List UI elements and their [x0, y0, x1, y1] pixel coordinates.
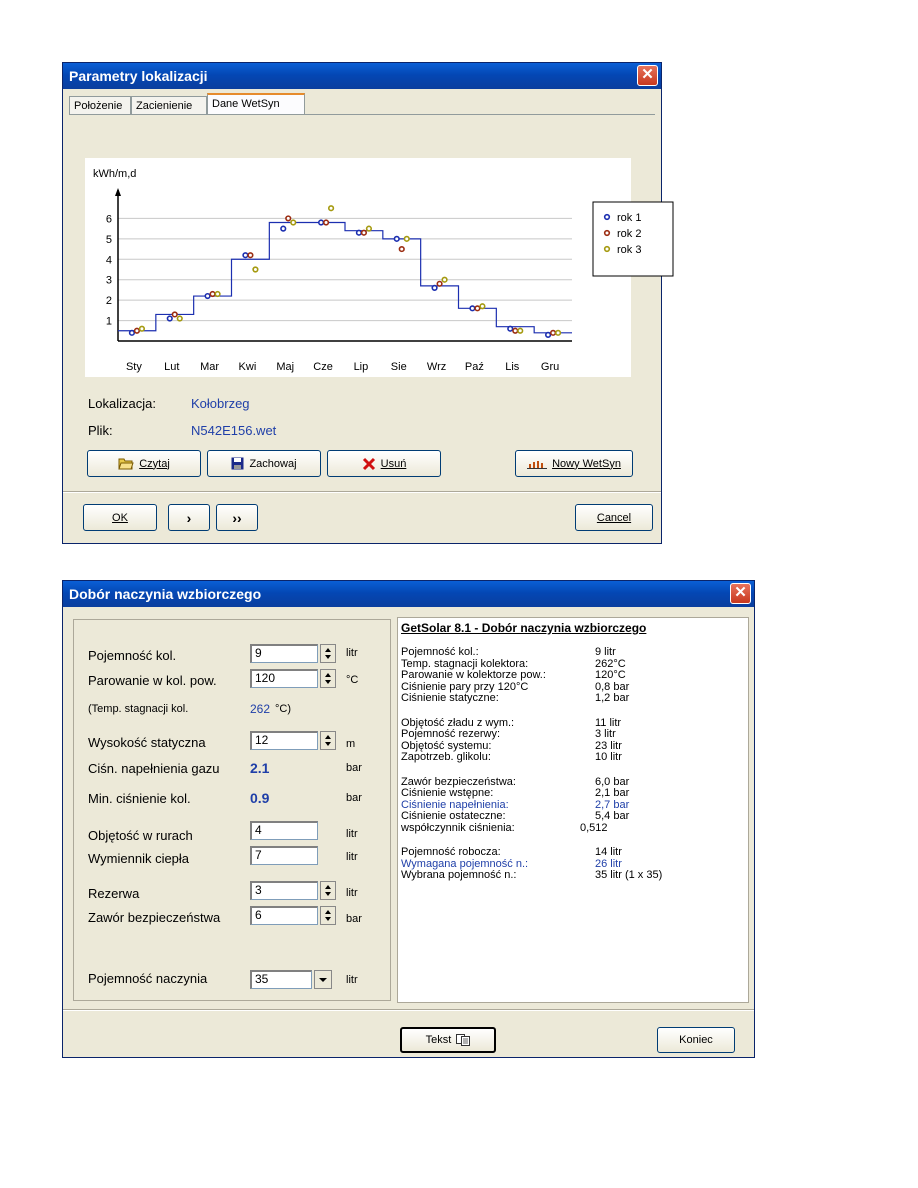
y-axis-label: kWh/m,d	[93, 168, 137, 180]
wymiennik-unit: litr	[346, 851, 358, 863]
temp-stagnacji-unit: °C)	[275, 703, 292, 715]
report-row-label: Objętość systemu:	[401, 739, 492, 752]
report-row-label: Ciśnienie statyczne:	[401, 692, 499, 704]
report-row-value: 262°C	[595, 657, 626, 670]
dialog-titlebar	[63, 581, 754, 607]
x-tick-label: Lis	[505, 361, 520, 373]
x-tick-label: Cze	[313, 361, 333, 373]
report-row-label: Ciśnienie wstępne:	[401, 787, 494, 799]
legend-label: rok 2	[617, 228, 642, 240]
report-row-value: 35 litr (1 x 35)	[595, 869, 663, 881]
delete-button-label: Usuń	[380, 457, 407, 470]
dialog-title: Dobór naczynia wzbiorczego	[69, 586, 262, 602]
report-row-label: Zawór bezpieczeństwa:	[401, 775, 516, 788]
tab-polozenie[interactable]: Położenie	[69, 96, 131, 114]
pojemnosc-kol-label: Pojemność kol.	[88, 648, 177, 663]
end-button[interactable]	[657, 1027, 735, 1053]
objetosc-rur-unit: litr	[346, 828, 358, 840]
temp-stagnacji-label: (Temp. stagnacji kol.	[88, 703, 189, 715]
report-row-label: Pojemność robocza:	[401, 846, 501, 858]
data-point-rok-3	[404, 237, 409, 242]
footer-separator	[63, 1009, 754, 1011]
data-point-rok-3	[329, 206, 334, 211]
naczynie-dropdown-button[interactable]	[314, 970, 332, 989]
data-point-rok-2	[324, 220, 329, 225]
report-row-value: 2,7 bar	[595, 798, 630, 811]
data-point-rok-2	[475, 306, 480, 311]
parowanie-input[interactable]: 120	[250, 669, 318, 688]
wymiennik-label: Wymiennik ciepła	[88, 851, 190, 866]
report-row-label: Ciśnienie ostateczne:	[401, 810, 506, 822]
data-point-rok-1	[130, 331, 135, 336]
data-point-rok-3	[367, 226, 372, 231]
data-point-rok-1	[470, 306, 475, 311]
data-point-rok-1	[243, 253, 248, 258]
rezerwa-input[interactable]: 3	[250, 881, 318, 900]
x-tick-label: Gru	[540, 361, 560, 373]
report-row-value: 0,512	[580, 821, 608, 834]
report-row-value: 6,0 bar	[595, 775, 630, 788]
report-row-value: 10 litr	[595, 751, 622, 763]
pojemnosc-kol-unit: litr	[346, 647, 358, 659]
next-button[interactable]	[168, 504, 210, 531]
legend-marker	[605, 247, 610, 252]
read-button-label: Czytaj	[139, 457, 170, 470]
legend-label: rok 1	[617, 212, 642, 224]
x-tick-label: Lip	[353, 361, 369, 373]
x-tick-label: Maj	[276, 361, 295, 373]
parowanie-spinner[interactable]	[320, 669, 336, 688]
data-point-rok-1	[508, 326, 513, 331]
report-row-value: 14 litr	[595, 846, 622, 858]
x-tick-label: Kwi	[238, 361, 257, 373]
data-point-rok-2	[172, 312, 177, 317]
report-row-value: 120°C	[595, 669, 626, 681]
data-point-rok-3	[215, 292, 220, 297]
data-point-rok-3	[556, 331, 561, 336]
rezerwa-spinner[interactable]	[320, 881, 336, 900]
min-cisnienie-label: Min. ciśnienie kol.	[88, 791, 191, 806]
cisn-napelnienia-label: Ciśn. napełnienia gazu	[88, 761, 220, 776]
last-button-label: ››	[232, 509, 242, 526]
ok-button[interactable]	[83, 504, 157, 531]
end-button-label: Koniec	[679, 1034, 713, 1046]
data-point-rok-1	[167, 316, 172, 321]
insolation-chart	[85, 158, 642, 377]
naczynie-label: Pojemność naczynia	[88, 971, 208, 986]
cancel-button[interactable]	[575, 504, 653, 531]
data-point-rok-2	[551, 331, 556, 336]
location-params-dialog	[62, 62, 662, 544]
report-rows	[398, 618, 748, 998]
data-point-rok-3	[291, 220, 296, 225]
data-point-rok-2	[135, 328, 140, 333]
naczynie-select[interactable]: 35	[250, 970, 312, 989]
tab-zacienienie[interactable]: Zacienienie	[131, 96, 207, 114]
data-point-rok-2	[437, 282, 442, 287]
data-point-rok-2	[210, 292, 215, 297]
report-row-value: 23 litr	[595, 739, 622, 752]
expansion-vessel-dialog	[62, 580, 755, 1058]
data-point-rok-3	[140, 326, 145, 331]
chevron-down-icon	[315, 971, 331, 988]
cisn-napelnienia-value: 2.1	[250, 760, 270, 776]
data-point-rok-3	[518, 328, 523, 333]
data-point-rok-3	[177, 316, 182, 321]
data-point-rok-3	[480, 304, 485, 309]
close-button[interactable]: ✕	[637, 65, 658, 86]
dialog-title: Parametry lokalizacji	[69, 68, 208, 84]
copy-icon	[456, 1034, 470, 1046]
report-row-label: Pojemność kol.:	[401, 646, 479, 658]
data-point-rok-3	[253, 267, 258, 272]
min-cisnienie-unit: bar	[346, 792, 362, 804]
report-heading: GetSolar 8.1 - Dobór naczynia wzbiorczego	[401, 621, 647, 635]
objetosc-rur-label: Objętość w rurach	[88, 828, 193, 843]
parowanie-unit: °C	[346, 674, 359, 686]
report-row-label: Parowanie w kolektorze pow.:	[401, 669, 546, 681]
data-point-rok-2	[248, 253, 253, 258]
report-row-label: Wybrana pojemność n.:	[401, 869, 517, 881]
read-button[interactable]	[87, 450, 201, 477]
parowanie-label: Parowanie w kol. pow.	[88, 673, 217, 688]
zawor-unit: bar	[346, 913, 362, 925]
wysokosc-input[interactable]: 12	[250, 731, 318, 750]
report-row-label: Ciśnienie pary przy 120°C	[401, 680, 529, 693]
zawor-label: Zawór bezpieczeństwa	[88, 910, 221, 925]
close-button[interactable]: ✕	[730, 583, 751, 604]
last-button[interactable]	[216, 504, 258, 531]
temp-stagnacji-value: 262	[250, 702, 271, 716]
new-wetsyn-button[interactable]	[515, 450, 633, 477]
tab-border	[69, 114, 655, 115]
data-point-rok-1	[432, 286, 437, 291]
data-point-rok-2	[513, 328, 518, 333]
wysokosc-spinner[interactable]	[320, 731, 336, 750]
delete-button[interactable]	[327, 450, 441, 477]
zawor-spinner[interactable]	[320, 906, 336, 925]
data-point-rok-1	[205, 294, 210, 299]
report-row-label: Zapotrzeb. glikolu:	[401, 751, 491, 763]
objetosc-rur-input[interactable]: 4	[250, 821, 318, 840]
report-row-value: 26 litr	[595, 857, 622, 870]
report-panel[interactable]	[397, 617, 749, 1003]
report-row-label: współczynnik ciśnienia:	[401, 821, 515, 834]
min-cisnienie-value: 0.9	[250, 790, 270, 806]
pojemnosc-kol-input[interactable]: 9	[250, 644, 318, 663]
x-tick-label: Paź	[464, 361, 484, 373]
wymiennik-input[interactable]: 7	[250, 846, 318, 865]
report-row-label: Objętość zładu z wym.:	[401, 716, 515, 729]
data-point-rok-1	[281, 226, 286, 231]
x-tick-label: Mar	[200, 361, 220, 373]
report-row-label: Wymagana pojemność n.:	[401, 857, 529, 870]
file-value: N542E156.wet	[191, 423, 277, 438]
data-point-rok-1	[394, 237, 399, 242]
data-point-rok-3	[442, 277, 447, 282]
naczynie-unit: litr	[346, 974, 358, 986]
x-tick-label: Sie	[390, 361, 407, 373]
zawor-input[interactable]: 6	[250, 906, 318, 925]
data-point-rok-1	[319, 220, 324, 225]
red-x-icon	[362, 457, 376, 471]
data-point-rok-2	[286, 216, 291, 221]
report-row-value: 11 litr	[595, 716, 622, 729]
next-button-label: ›	[186, 509, 192, 526]
report-row-value: 5,4 bar	[595, 810, 630, 822]
report-row-label: Ciśnienie napełnienia:	[401, 798, 509, 811]
data-point-rok-1	[546, 333, 551, 338]
chart-panel	[85, 158, 642, 377]
dialog-titlebar	[63, 63, 661, 89]
new-wetsyn-button-label: Nowy WetSyn	[552, 457, 621, 470]
legend-marker	[605, 231, 610, 236]
legend-label: rok 3	[617, 244, 642, 256]
legend-marker	[605, 215, 610, 220]
wysokosc-unit: m	[346, 738, 356, 750]
pojemnosc-kol-spinner[interactable]	[320, 644, 336, 663]
report-row-value: 0,8 bar	[595, 680, 630, 693]
y-tick-label: 1	[105, 315, 112, 328]
y-tick-label: 2	[105, 295, 112, 308]
floppy-disk-icon	[231, 457, 244, 470]
report-row-label: Temp. stagnacji kolektora:	[401, 657, 529, 670]
wysokosc-label: Wysokość statyczna	[88, 735, 206, 750]
y-tick-label: 3	[105, 274, 112, 287]
text-button-label: Tekst	[425, 1034, 452, 1046]
report-row-value: 9 litr	[595, 646, 616, 658]
x-tick-label: Sty	[125, 361, 142, 373]
cisn-napelnienia-unit: bar	[346, 762, 362, 774]
rezerwa-label: Rezerwa	[88, 886, 140, 901]
ok-button-label: OK	[112, 511, 128, 524]
x-tick-label: Wrz	[426, 361, 447, 373]
y-tick-label: 6	[105, 213, 112, 226]
file-label: Plik:	[88, 423, 113, 438]
tab-dane-wetsyn[interactable]: Dane WetSyn	[207, 93, 305, 115]
y-tick-label: 4	[105, 254, 112, 267]
save-button-label: Zachowaj	[249, 457, 297, 470]
report-row-value: 3 litr	[595, 728, 616, 740]
cancel-button-label: Cancel	[596, 511, 632, 524]
footer-separator	[63, 491, 661, 493]
y-tick-label: 5	[105, 233, 112, 246]
text-button[interactable]	[400, 1027, 496, 1053]
location-label: Lokalizacja:	[88, 396, 156, 411]
y-axis-arrow	[115, 188, 121, 196]
data-point-rok-2	[362, 230, 367, 235]
x-tick-label: Lut	[164, 361, 180, 373]
report-row-label: Pojemność rezerwy:	[401, 728, 501, 740]
report-row-value: 1,2 bar	[595, 692, 630, 704]
folder-open-icon	[118, 457, 134, 470]
rezerwa-unit: litr	[346, 887, 358, 899]
data-point-rok-1	[357, 230, 362, 235]
report-row-value: 2,1 bar	[595, 787, 630, 799]
save-button[interactable]	[207, 450, 321, 477]
bar-chart-icon	[527, 459, 547, 469]
data-point-rok-2	[399, 247, 404, 252]
location-value: Kołobrzeg	[191, 396, 250, 411]
